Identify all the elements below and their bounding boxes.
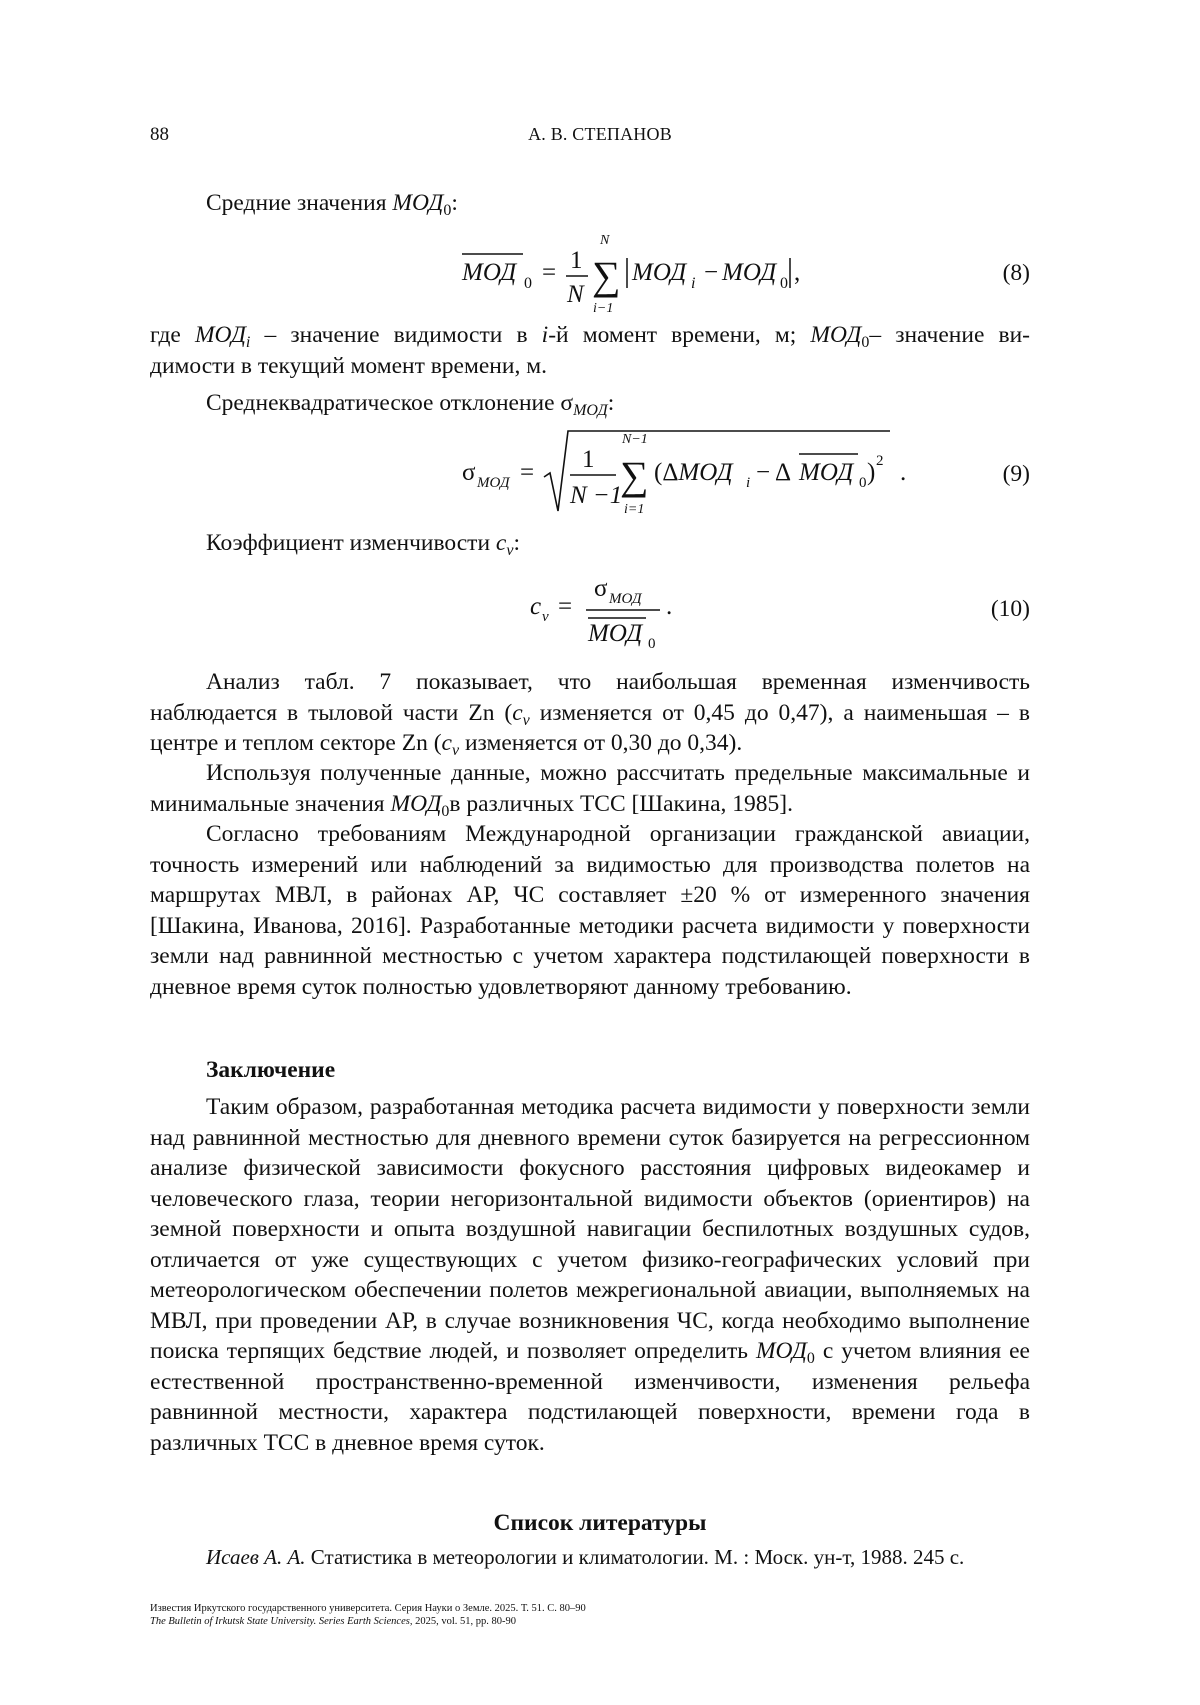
eq9-equals: = bbox=[520, 459, 535, 486]
eq8-comma: , bbox=[794, 259, 801, 286]
footer-english-rest: 2025, vol. 51, pp. 80-90 bbox=[412, 1616, 516, 1627]
eq8-term1-sub: i bbox=[691, 275, 696, 292]
equation-9 bbox=[150, 425, 1030, 525]
equation-10-number: (10) bbox=[990, 596, 1030, 622]
eq8-equals: = bbox=[542, 259, 557, 286]
analysis-paragraph: Анализ табл. 7 показывает, что наибольшая временная изменчивость наблюдается в тыловой части Zn ($c_v$ изменяется от 0,45 до 0,47), а наименьшая – в центре и теплом секторе Zn ($c_v$ изменяется от 0,30 до 0,34). bbox=[150, 669, 1030, 759]
eq10-den: МОД bbox=[588, 620, 643, 647]
icao-requirements-paragraph: Согласно требованиям Международной организации гражданской авиации, точность измерений или наблюдений за видимостью для производства полетов на маршрутах МВЛ, в районах АР, ЧС составляет ±20 % от измеренного значения [Шакина, Иванова, 2016]. Разработанные методики расчета видимости у поверхности земли над равнинной местностью с учетом характера подстилающей поверхности в дневное время суток полностью удовлетворяют данному требованию. bbox=[150, 821, 1030, 1000]
eq9-square: 2 bbox=[876, 453, 884, 469]
eq9-sigma: σ bbox=[462, 459, 476, 486]
equation-8 bbox=[150, 228, 1030, 318]
definition-paragraph: где $МОД_i$ – значение видимости в i-й момент времени, м; $МОД_0-$ значение ви- димости в текущий момент времени, м. bbox=[150, 322, 1030, 379]
equation-9-number: (9) bbox=[1002, 461, 1030, 487]
eq10-lhs: c bbox=[530, 593, 542, 620]
eq9-sum-top: N−1 bbox=[622, 432, 648, 447]
equation-8-number: (8) bbox=[1002, 260, 1030, 286]
eq9-sum-bottom: i=1 bbox=[624, 502, 645, 517]
conclusion-heading: Заключение bbox=[206, 1057, 336, 1083]
references-heading: Список литературы bbox=[493, 1510, 707, 1536]
eq8-one: 1 bbox=[570, 247, 583, 274]
reference-text: Статистика в метеорологии и климатологии. М. : Моск. ун-т, 1988. 245 с. bbox=[305, 1545, 965, 1569]
eq9-minus-delta: − Δ bbox=[756, 459, 792, 486]
eq10-num-sub: МОД bbox=[609, 591, 642, 607]
equation-10-graphic bbox=[150, 570, 1030, 650]
std-deviation-intro: Среднеквадратическое отклонение $\sigma_{МОД}$: bbox=[206, 390, 615, 419]
eq9-bar-sub: 0 bbox=[859, 475, 867, 491]
eq9-denominator: N −1 bbox=[570, 482, 623, 509]
footer-english-italic: The Bulletin of Irkutsk State University. Series Earth Sciences, bbox=[150, 1616, 413, 1627]
eq8-sum-bottom: i−1 bbox=[593, 301, 614, 316]
equation-10 bbox=[150, 570, 1030, 650]
eq8-sum-top: N bbox=[600, 233, 610, 248]
eq10-lhs-sub: v bbox=[542, 609, 549, 625]
eq8-term1: МОД bbox=[632, 259, 687, 286]
eq8-term2-sub: 0 bbox=[780, 275, 788, 292]
eq9-period: . bbox=[900, 459, 907, 486]
eq9-sum-sigma: ∑ bbox=[620, 453, 649, 498]
limits-paragraph: Используя полученные данные, можно рассчитать предельные максимальные и минимальные значения $МОД_0в$ различных ТСС [Шакина, 1985]. bbox=[150, 760, 1030, 820]
reference-author: Исаев А. А. bbox=[206, 1545, 306, 1569]
equation-8-graphic bbox=[150, 228, 1030, 318]
journal-footer bbox=[150, 1602, 586, 1628]
eq8-lhs: МОД bbox=[462, 259, 517, 286]
eq10-equals: = bbox=[558, 593, 573, 620]
mean-values-intro: Средние значения $МОД_0$: bbox=[206, 190, 458, 219]
footer-russian: Известия Иркутского государственного университета. Серия Науки о Земле. 2025. Т. 51. С. 80–90 bbox=[150, 1603, 586, 1614]
eq9-close: ) bbox=[867, 459, 876, 486]
eq8-sigma: ∑ bbox=[592, 253, 621, 298]
eq8-lhs-sub: 0 bbox=[524, 275, 532, 292]
eq10-num: σ bbox=[594, 575, 608, 602]
eq9-one: 1 bbox=[582, 446, 595, 473]
eq8-minus: − bbox=[704, 259, 719, 286]
eq8-n: N bbox=[567, 281, 584, 308]
eq9-sigma-sub: МОД bbox=[477, 475, 510, 491]
conclusion-paragraph: Таким образом, разработанная методика расчета видимости у поверхности земли над равнинной местностью для дневного времени суток базируется на регрессионном анализе физической зависимости фокусного расстояния цифровых видеокамер и человеческого глаза, теории негоризонтальной видимости объектов (ориентиров) на земной поверхности и опыта воздушной навигации беспилотных воздушных судов, отличается от уже существующих с учетом физико-географических условий при метеорологическом обеспечении полетов межрегиональной авиации, выполняемых на МВЛ, при проведении АР, в случае возникновения ЧС, когда необходимо выполнение поиска терпящих бедствие людей, и позволяет определить $МОД_0$ с учетом влияния ее естественной пространственно-временной изменчивости, изменения рельефа равнинной местности, характера подстилающей поверхности, времени года в различных ТСС в дневное время суток. bbox=[150, 1094, 1030, 1456]
variation-coefficient-intro: Коэффициент изменчивости $c_v$: bbox=[206, 530, 520, 559]
reference-item bbox=[206, 1545, 964, 1570]
eq9-body-a-sub: i bbox=[746, 475, 751, 491]
eq9-bar-term: МОД bbox=[799, 459, 854, 486]
running-title: А. В. СТЕПАНОВ bbox=[528, 124, 672, 144]
page-number: 88 bbox=[150, 124, 169, 145]
equation-9-graphic bbox=[150, 425, 1030, 525]
eq10-den-sub: 0 bbox=[648, 636, 656, 652]
eq9-body-a: (ΔМОД bbox=[654, 459, 733, 486]
eq8-term2: МОД bbox=[722, 259, 777, 286]
eq10-period: . bbox=[666, 593, 673, 620]
